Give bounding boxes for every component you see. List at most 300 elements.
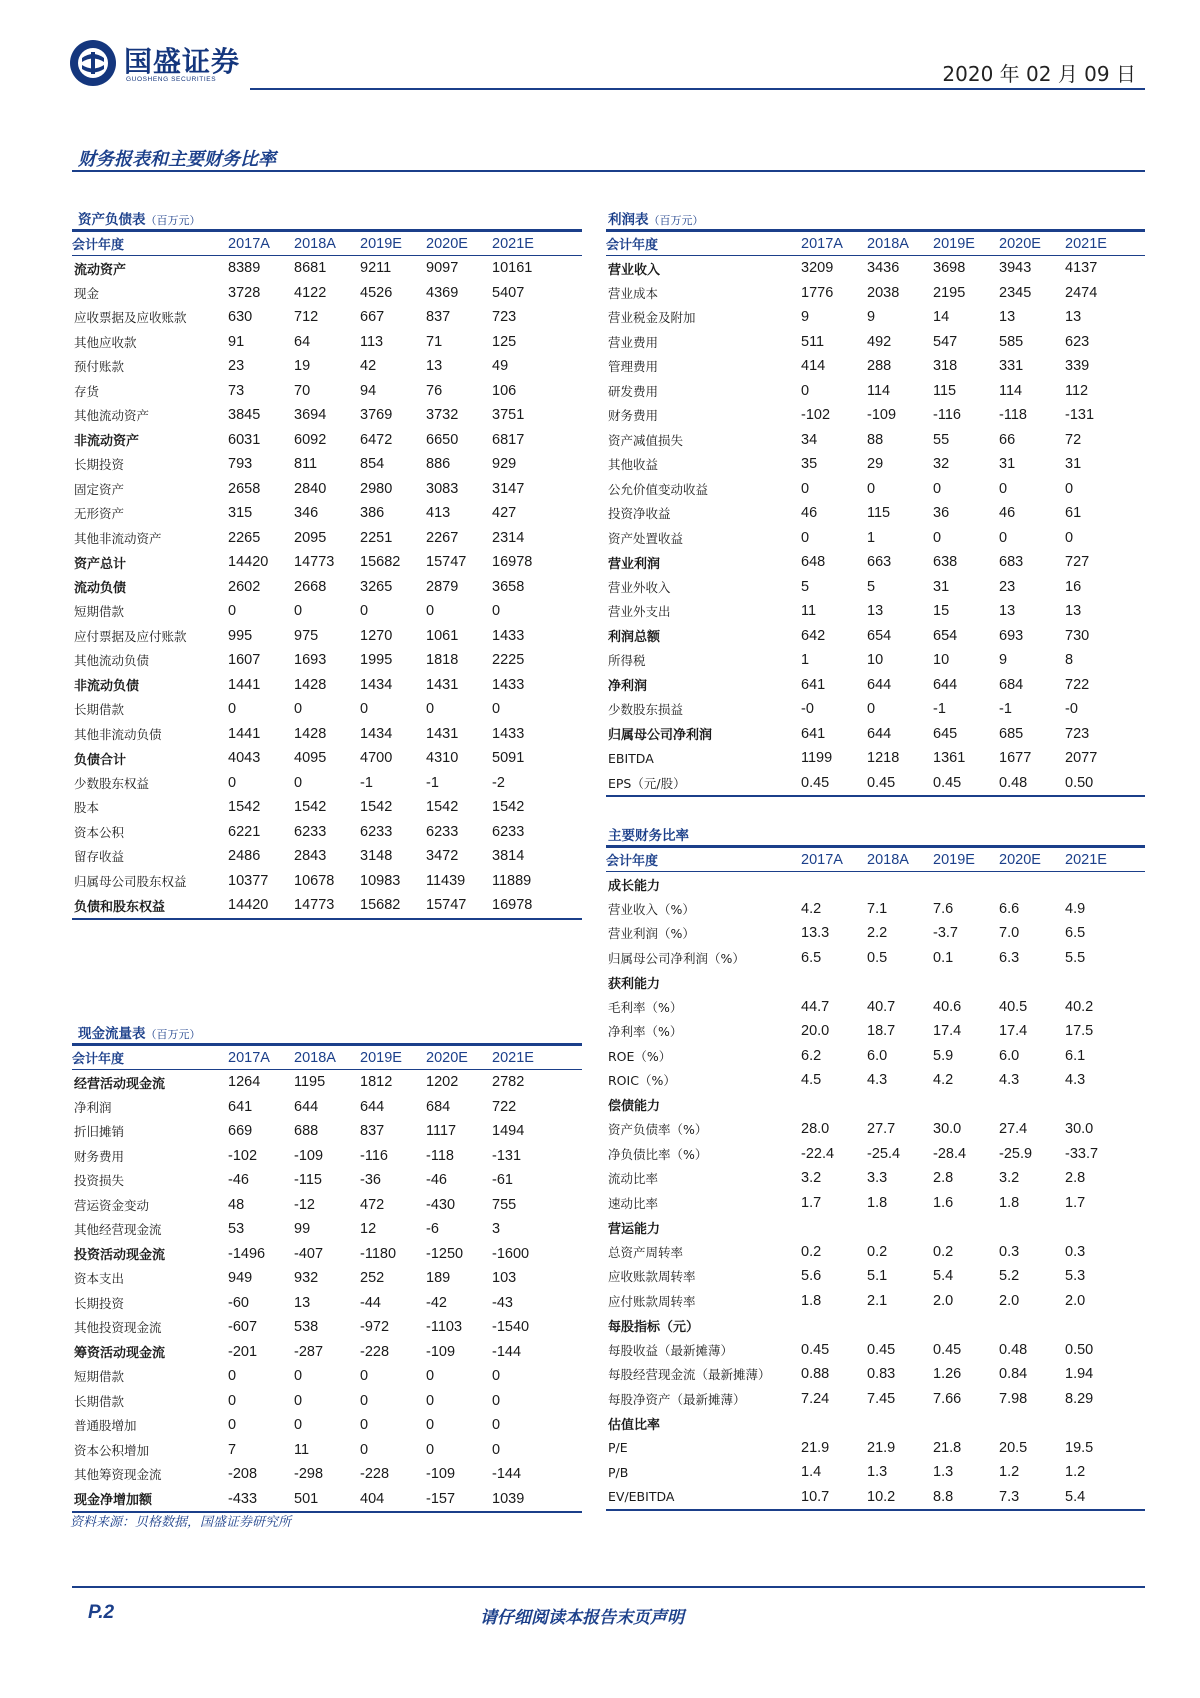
row-label: 资产负债率（%） bbox=[608, 1122, 708, 1138]
value-cell: -102 bbox=[228, 1147, 258, 1164]
value-cell: 40.2 bbox=[1065, 998, 1094, 1015]
value-cell: 886 bbox=[426, 456, 451, 473]
value-cell: 15682 bbox=[360, 554, 401, 571]
value-cell: 10161 bbox=[492, 260, 533, 277]
value-cell: -131 bbox=[492, 1147, 522, 1164]
value-cell: 21.9 bbox=[801, 1439, 830, 1456]
logo-chinese-name: 国盛证券 bbox=[124, 45, 241, 78]
column-header: 2021E bbox=[492, 1045, 582, 1070]
row-label: 短期借款 bbox=[74, 604, 125, 620]
value-cell: 70 bbox=[294, 382, 311, 399]
value-cell: 1.8 bbox=[867, 1194, 888, 1211]
table-row bbox=[72, 599, 582, 624]
value-cell: 0.45 bbox=[867, 1341, 896, 1358]
table-row bbox=[72, 673, 582, 698]
row-label: 少数股东权益 bbox=[74, 775, 150, 791]
value-cell: -1180 bbox=[360, 1245, 397, 1262]
value-cell: 413 bbox=[426, 505, 451, 522]
value-cell: 88 bbox=[867, 431, 884, 448]
value-cell: 0 bbox=[426, 1417, 435, 1434]
value-cell: 4137 bbox=[1065, 260, 1098, 277]
value-cell: -1540 bbox=[492, 1319, 530, 1336]
value-cell: 1.3 bbox=[867, 1464, 888, 1481]
value-cell: 3845 bbox=[228, 407, 261, 424]
value-cell: 11 bbox=[294, 1441, 310, 1458]
table-row bbox=[606, 477, 1145, 502]
row-label: 营业利润（%） bbox=[608, 926, 695, 942]
value-cell: 15747 bbox=[426, 554, 467, 571]
value-cell: 6.5 bbox=[801, 949, 822, 966]
column-header: 2019E bbox=[933, 847, 999, 872]
row-label: 营业费用 bbox=[608, 334, 659, 350]
value-cell: -0 bbox=[801, 701, 814, 718]
value-cell: 0.48 bbox=[999, 1341, 1028, 1358]
table-row bbox=[606, 1191, 1145, 1216]
value-cell: 113 bbox=[360, 333, 384, 350]
row-label: 长期借款 bbox=[74, 702, 125, 718]
value-cell: -228 bbox=[360, 1343, 390, 1360]
row-label: 其他流动负债 bbox=[74, 653, 150, 669]
table-row bbox=[606, 1460, 1145, 1485]
row-label: 应付票据及应付账款 bbox=[74, 628, 187, 644]
cash-flow-grid bbox=[72, 1043, 582, 1513]
value-cell: 2077 bbox=[1065, 750, 1098, 767]
value-cell: -298 bbox=[294, 1466, 324, 1483]
row-label: 预付账款 bbox=[74, 359, 125, 375]
column-header: 2019E bbox=[360, 231, 426, 256]
value-cell: 1433 bbox=[492, 676, 525, 693]
value-cell: 932 bbox=[294, 1270, 319, 1287]
value-cell: 2.8 bbox=[1065, 1170, 1086, 1187]
row-label: 资本支出 bbox=[74, 1271, 125, 1287]
value-cell: 6233 bbox=[426, 823, 459, 840]
income-statement-title bbox=[608, 208, 704, 228]
value-cell bbox=[867, 1093, 933, 1118]
value-cell: 114 bbox=[867, 382, 891, 399]
value-cell: 21.8 bbox=[933, 1439, 962, 1456]
value-cell: 1.4 bbox=[801, 1464, 822, 1481]
row-label: 应付账款周转率 bbox=[608, 1293, 696, 1309]
balance-sheet-unit: （百万元） bbox=[145, 214, 201, 227]
value-cell: 40.6 bbox=[933, 998, 962, 1015]
value-cell: -201 bbox=[228, 1343, 258, 1360]
value-cell: 472 bbox=[360, 1196, 385, 1213]
header-row bbox=[606, 847, 1145, 872]
row-label: 现金净增加额 bbox=[72, 1487, 228, 1513]
value-cell: 125 bbox=[492, 333, 517, 350]
value-cell: 1677 bbox=[999, 750, 1032, 767]
value-cell: 99 bbox=[294, 1221, 311, 1238]
row-label: 每股净资产（最新摊薄） bbox=[608, 1391, 746, 1407]
value-cell: 7.6 bbox=[933, 900, 954, 917]
value-cell: 0.45 bbox=[933, 771, 999, 797]
row-label: 资本公积增加 bbox=[74, 1442, 150, 1458]
table-row bbox=[72, 428, 582, 453]
value-cell: 6650 bbox=[426, 431, 459, 448]
value-cell: 2.0 bbox=[1065, 1292, 1086, 1309]
value-cell: 5.6 bbox=[801, 1268, 822, 1285]
row-label: 应收账款周转率 bbox=[608, 1269, 696, 1285]
value-cell: -433 bbox=[228, 1487, 294, 1513]
value-cell: -144 bbox=[492, 1343, 522, 1360]
value-cell: 641 bbox=[801, 725, 826, 742]
value-cell: 0.2 bbox=[933, 1243, 954, 1260]
value-cell: 1 bbox=[867, 529, 876, 546]
value-cell: 13 bbox=[294, 1294, 311, 1311]
value-cell: 712 bbox=[294, 309, 319, 326]
value-cell: -25.9 bbox=[999, 1145, 1033, 1162]
column-header: 会计年度 bbox=[72, 231, 228, 256]
table-row bbox=[606, 403, 1145, 428]
value-cell: 2486 bbox=[228, 848, 261, 865]
value-cell: 1428 bbox=[294, 676, 327, 693]
income-statement-unit: （百万元） bbox=[648, 214, 704, 227]
row-label: 长期借款 bbox=[74, 1393, 125, 1409]
value-cell: 4.5 bbox=[801, 1072, 822, 1089]
table-row bbox=[606, 354, 1145, 379]
value-cell: 414 bbox=[801, 358, 826, 375]
value-cell: 630 bbox=[228, 309, 253, 326]
value-cell: 2.0 bbox=[999, 1292, 1020, 1309]
value-cell: 23 bbox=[999, 578, 1016, 595]
row-label: 存货 bbox=[74, 383, 100, 399]
value-cell: 2658 bbox=[228, 480, 261, 497]
value-cell: 35 bbox=[801, 456, 818, 473]
table-row bbox=[606, 1093, 1145, 1118]
column-header: 2018A bbox=[294, 1045, 360, 1070]
value-cell: -109 bbox=[867, 407, 897, 424]
value-cell: 32 bbox=[933, 456, 950, 473]
value-cell: 427 bbox=[492, 505, 517, 522]
table-row bbox=[606, 256, 1145, 281]
table-row bbox=[72, 403, 582, 428]
value-cell: 685 bbox=[999, 725, 1024, 742]
table-row bbox=[72, 1438, 582, 1463]
table-row bbox=[606, 452, 1145, 477]
value-cell: 0.45 bbox=[801, 1341, 830, 1358]
value-cell: 6472 bbox=[360, 431, 393, 448]
table-row bbox=[72, 1193, 582, 1218]
value-cell: 0 bbox=[294, 1368, 303, 1385]
value-cell: 106 bbox=[492, 382, 517, 399]
value-cell: 693 bbox=[999, 627, 1024, 644]
row-label: 营业税金及附加 bbox=[608, 310, 696, 326]
row-label: 资产处置收益 bbox=[608, 530, 684, 546]
value-cell: -12 bbox=[294, 1196, 315, 1213]
value-cell: 1542 bbox=[228, 799, 261, 816]
value-cell: 5.5 bbox=[1065, 949, 1086, 966]
value-cell: 6.0 bbox=[867, 1047, 888, 1064]
row-label: 股本 bbox=[74, 800, 100, 816]
row-label: 投资活动现金流 bbox=[74, 1248, 166, 1264]
table-row bbox=[606, 995, 1145, 1020]
value-cell: 722 bbox=[1065, 676, 1090, 693]
value-cell bbox=[933, 970, 999, 995]
value-cell: -1250 bbox=[426, 1245, 464, 1262]
value-cell: 61 bbox=[1065, 505, 1082, 522]
source-note: 资料来源：贝格数据，国盛证券研究所 bbox=[70, 1515, 292, 1530]
value-cell: 501 bbox=[294, 1487, 360, 1513]
value-cell: 2840 bbox=[294, 480, 327, 497]
table-row bbox=[72, 1095, 582, 1120]
value-cell: 727 bbox=[1065, 554, 1090, 571]
value-cell: -60 bbox=[228, 1294, 249, 1311]
row-label: 归属母公司净利润 bbox=[608, 728, 713, 744]
value-cell: 10983 bbox=[360, 872, 401, 889]
table-row bbox=[606, 1019, 1145, 1044]
section-title: 财务报表和主要财务比率 bbox=[78, 149, 276, 170]
value-cell: 13 bbox=[999, 309, 1016, 326]
table-row bbox=[72, 501, 582, 526]
value-cell: 252 bbox=[360, 1270, 385, 1287]
row-label: 营运资金变动 bbox=[74, 1197, 150, 1213]
value-cell: 0 bbox=[426, 1441, 435, 1458]
value-cell bbox=[867, 970, 933, 995]
value-cell: 8389 bbox=[228, 260, 261, 277]
table-row bbox=[606, 872, 1145, 897]
value-cell: 723 bbox=[492, 309, 517, 326]
column-header: 2019E bbox=[933, 231, 999, 256]
value-cell: 654 bbox=[933, 627, 958, 644]
value-cell bbox=[801, 1093, 867, 1118]
value-cell: 0.88 bbox=[801, 1366, 830, 1383]
value-cell: 638 bbox=[933, 554, 958, 571]
value-cell: 0 bbox=[360, 1368, 369, 1385]
value-cell: 722 bbox=[492, 1098, 517, 1115]
column-header: 2021E bbox=[1065, 847, 1145, 872]
value-cell bbox=[1065, 970, 1145, 995]
row-label: 其他流动资产 bbox=[74, 408, 150, 424]
table-row bbox=[72, 550, 582, 575]
row-label: 偿债能力 bbox=[608, 1099, 661, 1115]
value-cell: 0.84 bbox=[999, 1366, 1028, 1383]
value-cell: 18.7 bbox=[867, 1023, 896, 1040]
value-cell: 5.2 bbox=[999, 1268, 1020, 1285]
value-cell: 1542 bbox=[294, 799, 327, 816]
value-cell: 36 bbox=[933, 505, 950, 522]
value-cell: 4.3 bbox=[999, 1072, 1020, 1089]
row-label: 毛利率（%） bbox=[608, 999, 683, 1015]
table-row bbox=[606, 1142, 1145, 1167]
value-cell: -430 bbox=[426, 1196, 456, 1213]
value-cell: 793 bbox=[228, 456, 253, 473]
value-cell: 0 bbox=[492, 701, 501, 718]
value-cell: 3698 bbox=[933, 260, 966, 277]
value-cell: 15747 bbox=[426, 893, 492, 919]
value-cell: -144 bbox=[492, 1466, 522, 1483]
balance-sheet-title bbox=[78, 208, 201, 228]
table-row bbox=[72, 1389, 582, 1414]
balance-sheet-title-text: 资产负债表 bbox=[78, 212, 146, 228]
value-cell: 623 bbox=[1065, 333, 1090, 350]
value-cell: 0 bbox=[360, 603, 369, 620]
value-cell: 1433 bbox=[492, 725, 525, 742]
table-row bbox=[72, 1242, 582, 1267]
value-cell: 1776 bbox=[801, 284, 834, 301]
value-cell: 3751 bbox=[492, 407, 525, 424]
value-cell: 112 bbox=[1065, 382, 1089, 399]
value-cell: 31 bbox=[999, 456, 1016, 473]
value-cell: 4043 bbox=[228, 750, 261, 767]
table-row bbox=[606, 746, 1145, 771]
row-label: EBITDA bbox=[608, 750, 654, 766]
table-row bbox=[72, 1144, 582, 1169]
footer-disclaimer: 请仔细阅读本报告末页声明 bbox=[480, 1608, 684, 1628]
row-label: 资本公积 bbox=[74, 824, 125, 840]
value-cell: 2265 bbox=[228, 529, 261, 546]
value-cell: 5.3 bbox=[1065, 1268, 1086, 1285]
value-cell: 0.5 bbox=[867, 949, 888, 966]
row-label: 筹资活动现金流 bbox=[74, 1346, 166, 1362]
income-statement-title-text: 利润表 bbox=[608, 212, 649, 228]
value-cell: 1542 bbox=[360, 799, 393, 816]
value-cell: 0.83 bbox=[867, 1366, 896, 1383]
value-cell: 837 bbox=[360, 1123, 385, 1140]
value-cell: -116 bbox=[933, 407, 961, 424]
value-cell: 1494 bbox=[492, 1123, 525, 1140]
row-label: P/B bbox=[608, 1464, 629, 1480]
table-row bbox=[72, 526, 582, 551]
row-label: P/E bbox=[608, 1440, 628, 1456]
value-cell: 3.2 bbox=[801, 1170, 822, 1187]
cash-flow-unit: （百万元） bbox=[145, 1028, 201, 1041]
value-cell: 645 bbox=[933, 725, 958, 742]
column-header: 2017A bbox=[228, 231, 294, 256]
column-header: 2018A bbox=[867, 847, 933, 872]
cash-flow-title-text: 现金流量表 bbox=[78, 1026, 146, 1042]
value-cell: 23 bbox=[228, 358, 245, 375]
value-cell: -607 bbox=[228, 1319, 258, 1336]
value-cell: 3728 bbox=[228, 284, 261, 301]
column-header: 2020E bbox=[426, 1045, 492, 1070]
value-cell: 1693 bbox=[294, 652, 327, 669]
value-cell: 0.2 bbox=[867, 1243, 888, 1260]
value-cell: 1428 bbox=[294, 725, 327, 742]
value-cell: 3 bbox=[492, 1221, 501, 1238]
column-header: 2020E bbox=[426, 231, 492, 256]
value-cell: 8.29 bbox=[1065, 1390, 1094, 1407]
column-header: 2020E bbox=[999, 231, 1065, 256]
value-cell: 667 bbox=[360, 309, 385, 326]
value-cell: -36 bbox=[360, 1172, 381, 1189]
value-cell: 9 bbox=[999, 652, 1008, 669]
value-cell: -287 bbox=[294, 1343, 324, 1360]
table-row bbox=[72, 893, 582, 919]
value-cell: 5.9 bbox=[933, 1047, 954, 1064]
value-cell: 6092 bbox=[294, 431, 327, 448]
value-cell: 4122 bbox=[294, 284, 327, 301]
value-cell: 11439 bbox=[426, 872, 466, 889]
value-cell bbox=[867, 872, 933, 897]
table-row bbox=[606, 379, 1145, 404]
company-logo bbox=[68, 38, 258, 90]
value-cell: 9 bbox=[867, 309, 876, 326]
footer-divider bbox=[72, 1586, 1145, 1588]
table-row bbox=[72, 1315, 582, 1340]
row-label: 营业成本 bbox=[608, 285, 659, 301]
value-cell: 684 bbox=[999, 676, 1024, 693]
table-row bbox=[72, 477, 582, 502]
value-cell: 0 bbox=[228, 1392, 237, 1409]
value-cell: -3.7 bbox=[933, 925, 958, 942]
value-cell: 547 bbox=[933, 333, 958, 350]
value-cell: 2.2 bbox=[867, 925, 888, 942]
value-cell bbox=[867, 1215, 933, 1240]
column-header: 2021E bbox=[1065, 231, 1145, 256]
table-row bbox=[606, 526, 1145, 551]
value-cell: -1 bbox=[360, 774, 373, 791]
value-cell: 1433 bbox=[492, 627, 525, 644]
value-cell: 114 bbox=[999, 382, 1023, 399]
value-cell: 6.1 bbox=[1065, 1047, 1086, 1064]
value-cell: 1431 bbox=[426, 725, 459, 742]
value-cell: 2314 bbox=[492, 529, 525, 546]
value-cell bbox=[801, 872, 867, 897]
ratios-title bbox=[608, 824, 689, 844]
value-cell: 15682 bbox=[360, 893, 426, 919]
value-cell: 1117 bbox=[426, 1123, 457, 1140]
value-cell: 10377 bbox=[228, 872, 269, 889]
value-cell: -33.7 bbox=[1065, 1145, 1099, 1162]
row-label: 研发费用 bbox=[608, 383, 659, 399]
row-label: 其他经营现金流 bbox=[74, 1222, 162, 1238]
value-cell: 3265 bbox=[360, 578, 393, 595]
value-cell: 1542 bbox=[426, 799, 459, 816]
value-cell: 346 bbox=[294, 505, 319, 522]
value-cell: 3943 bbox=[999, 260, 1032, 277]
value-cell bbox=[999, 1313, 1065, 1338]
value-cell: 929 bbox=[492, 456, 517, 473]
value-cell: 0 bbox=[228, 701, 237, 718]
row-label: 营业利润 bbox=[608, 556, 661, 572]
column-header: 2020E bbox=[999, 847, 1065, 872]
row-label: 短期借款 bbox=[74, 1369, 125, 1385]
value-cell: 4.9 bbox=[1065, 900, 1086, 917]
value-cell: 538 bbox=[294, 1319, 319, 1336]
value-cell: 644 bbox=[933, 676, 958, 693]
value-cell: 5091 bbox=[492, 750, 525, 767]
row-label: EV/EBITDA bbox=[606, 1485, 801, 1511]
table-row bbox=[72, 624, 582, 649]
value-cell: 854 bbox=[360, 456, 385, 473]
value-cell: 995 bbox=[228, 627, 253, 644]
row-label: 财务费用 bbox=[74, 1148, 125, 1164]
value-cell: 641 bbox=[228, 1098, 253, 1115]
value-cell: 1818 bbox=[426, 652, 459, 669]
table-row bbox=[606, 1362, 1145, 1387]
value-cell: 1.8 bbox=[801, 1292, 822, 1309]
value-cell: 3148 bbox=[360, 848, 393, 865]
value-cell: 6.5 bbox=[1065, 925, 1086, 942]
header-row bbox=[72, 231, 582, 256]
value-cell: 0 bbox=[1065, 480, 1074, 497]
row-label: 公允价值变动收益 bbox=[608, 481, 709, 497]
value-cell: 16978 bbox=[492, 893, 582, 919]
value-cell: 0 bbox=[360, 1441, 369, 1458]
column-header: 2017A bbox=[801, 847, 867, 872]
table-row bbox=[606, 1215, 1145, 1240]
value-cell: 17.4 bbox=[933, 1023, 962, 1040]
table-row bbox=[606, 330, 1145, 355]
row-label: 所得税 bbox=[608, 653, 646, 669]
value-cell: 10 bbox=[867, 652, 884, 669]
value-cell: 15 bbox=[933, 603, 950, 620]
value-cell: 654 bbox=[867, 627, 892, 644]
value-cell: 0.45 bbox=[867, 771, 933, 797]
row-label: 固定资产 bbox=[74, 481, 125, 497]
value-cell: -208 bbox=[228, 1466, 258, 1483]
table-row bbox=[72, 452, 582, 477]
